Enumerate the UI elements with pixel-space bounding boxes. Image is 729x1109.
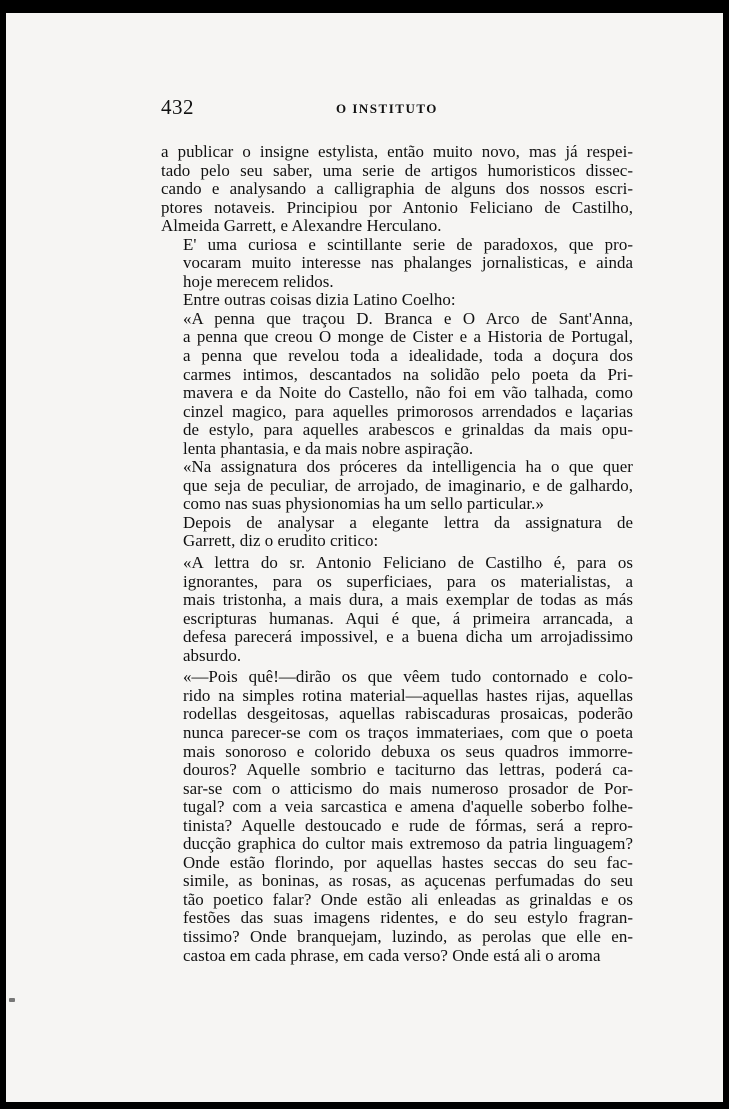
paragraph [161, 291, 633, 310]
paragraph [161, 236, 633, 292]
text-line: cinzel magico, para aquelles primorosos arrendados e laçarias [183, 401, 633, 421]
paragraph [161, 514, 633, 551]
text-line: mavera e da Noite do Castello, não foi em vão talhada, como [183, 383, 633, 403]
text-line: lenta phantasia, e da mais nobre aspiração. [183, 438, 474, 458]
text-line: mais tristonha, a mais dura, a mais exemplar de todas as más [183, 590, 633, 610]
text-line: de estylo, para aquelles arabescos e grinaldas da mais opu- [183, 420, 633, 440]
text-line: nunca parecer-se com os traços immateriaes, com que o poeta [183, 722, 633, 742]
text-line: douros? Aquelle sombrio e taciturno das lettras, poderá ca- [183, 760, 633, 780]
text-line: rodellas desgeitosas, aquellas rabiscaduras prosaicas, poderão [183, 704, 633, 724]
text-line: Onde estão florindo, por aquellas hastes seccas do seu fac- [183, 852, 633, 872]
paragraph [161, 143, 633, 236]
paragraph [161, 458, 633, 514]
text-line: tado pelo seu saber, uma serie de artigos humoristicos dissec- [161, 160, 633, 180]
text-line: hoje merecem relidos. [183, 271, 334, 291]
text-line: defesa parecerá impossivel, e a buena dicha um arrojadissimo [183, 627, 633, 647]
paragraph [161, 668, 633, 965]
text-line: E' uma curiosa e scintillante serie de paradoxos, que pro- [183, 234, 633, 254]
text-line: vocaram muito interesse nas phalanges jornalisticas, e ainda [183, 253, 633, 273]
text-line: «Na assignatura dos próceres da intelligencia ha o que quer [183, 457, 633, 477]
text-line: «A penna que traçou D. Branca e O Arco de Sant'Anna, [183, 308, 633, 328]
book-page [6, 13, 723, 1102]
paragraph [161, 554, 633, 665]
text-line: sar-se com o atticismo do mais numeroso prosador de Por- [183, 778, 633, 798]
text-line: Depois de analysar a elegante lettra da assignatura de [183, 512, 633, 532]
text-line: a publicar o insigne estylista, então muito novo, mas já respei- [161, 142, 633, 161]
body-text [161, 143, 633, 965]
text-line: festões das suas imagens ridentes, e do seu estylo fragran- [183, 908, 633, 928]
text-line: escripturas humanas. Aqui é que, á primeira arrancada, a [183, 608, 633, 628]
paragraph [161, 310, 633, 458]
text-line: Almeida Garrett, e Alexandre Herculano. [161, 216, 442, 236]
text-line: a penna que creou O monge de Cister e a Historia de Portugal, [183, 327, 633, 347]
running-title: O INSTITUTO [336, 101, 438, 116]
text-line: absurdo. [183, 645, 242, 665]
page-header [161, 95, 633, 119]
text-line: como nas suas physionomias ha um sello particular.» [183, 494, 544, 514]
scan-artifact [9, 998, 15, 1002]
text-line: cando e analysando a calligraphia de alguns dos nossos escri- [161, 179, 633, 199]
text-line: mais sonoroso e colorido debuxa os seus quadros immorre- [183, 741, 633, 761]
text-line: «A lettra do sr. Antonio Feliciano de Castilho é, para os [183, 553, 633, 573]
text-line: ducção graphica do cultor mais extremoso da patria linguagem? [183, 834, 633, 854]
page-number: 432 [161, 95, 194, 119]
text-line: que seja de peculiar, de arrojado, de imaginario, e de galhardo, [183, 475, 633, 495]
text-line: simile, as boninas, as rosas, as açucenas perfumadas do seu [183, 871, 633, 891]
text-line: Entre outras coisas dizia Latino Coelho: [183, 290, 456, 310]
text-line: tinista? Aquelle destoucado e rude de fórmas, será a repro- [183, 815, 633, 835]
text-line: a penna que revelou toda a idealidade, toda a doçura dos [183, 346, 633, 366]
text-line: castoa em cada phrase, em cada verso? Onde está ali o aroma [183, 945, 601, 965]
text-line: ptores notaveis. Principiou por Antonio Feliciano de Castilho, [161, 197, 633, 217]
text-line: Garrett, diz o erudito critico: [183, 531, 379, 551]
text-line: ignorantes, para os superficiaes, para os materialistas, a [183, 571, 633, 591]
text-line: rido na simples rotina material—aquellas hastes rijas, aquellas [183, 685, 633, 705]
text-line: tissimo? Onde branquejam, luzindo, as perolas que elle en- [183, 926, 633, 946]
text-line: tão poetico falar? Onde estão ali enleadas as grinaldas e os [183, 889, 633, 909]
text-line: «—Pois quê!—dirão os que vêem tudo contornado e colo- [183, 667, 633, 687]
text-line: tugal? com a veia sarcastica e amena d'aquelle soberbo folhe- [183, 797, 633, 817]
text-line: carmes intimos, descantados na solidão pelo poeta da Pri- [183, 364, 633, 384]
